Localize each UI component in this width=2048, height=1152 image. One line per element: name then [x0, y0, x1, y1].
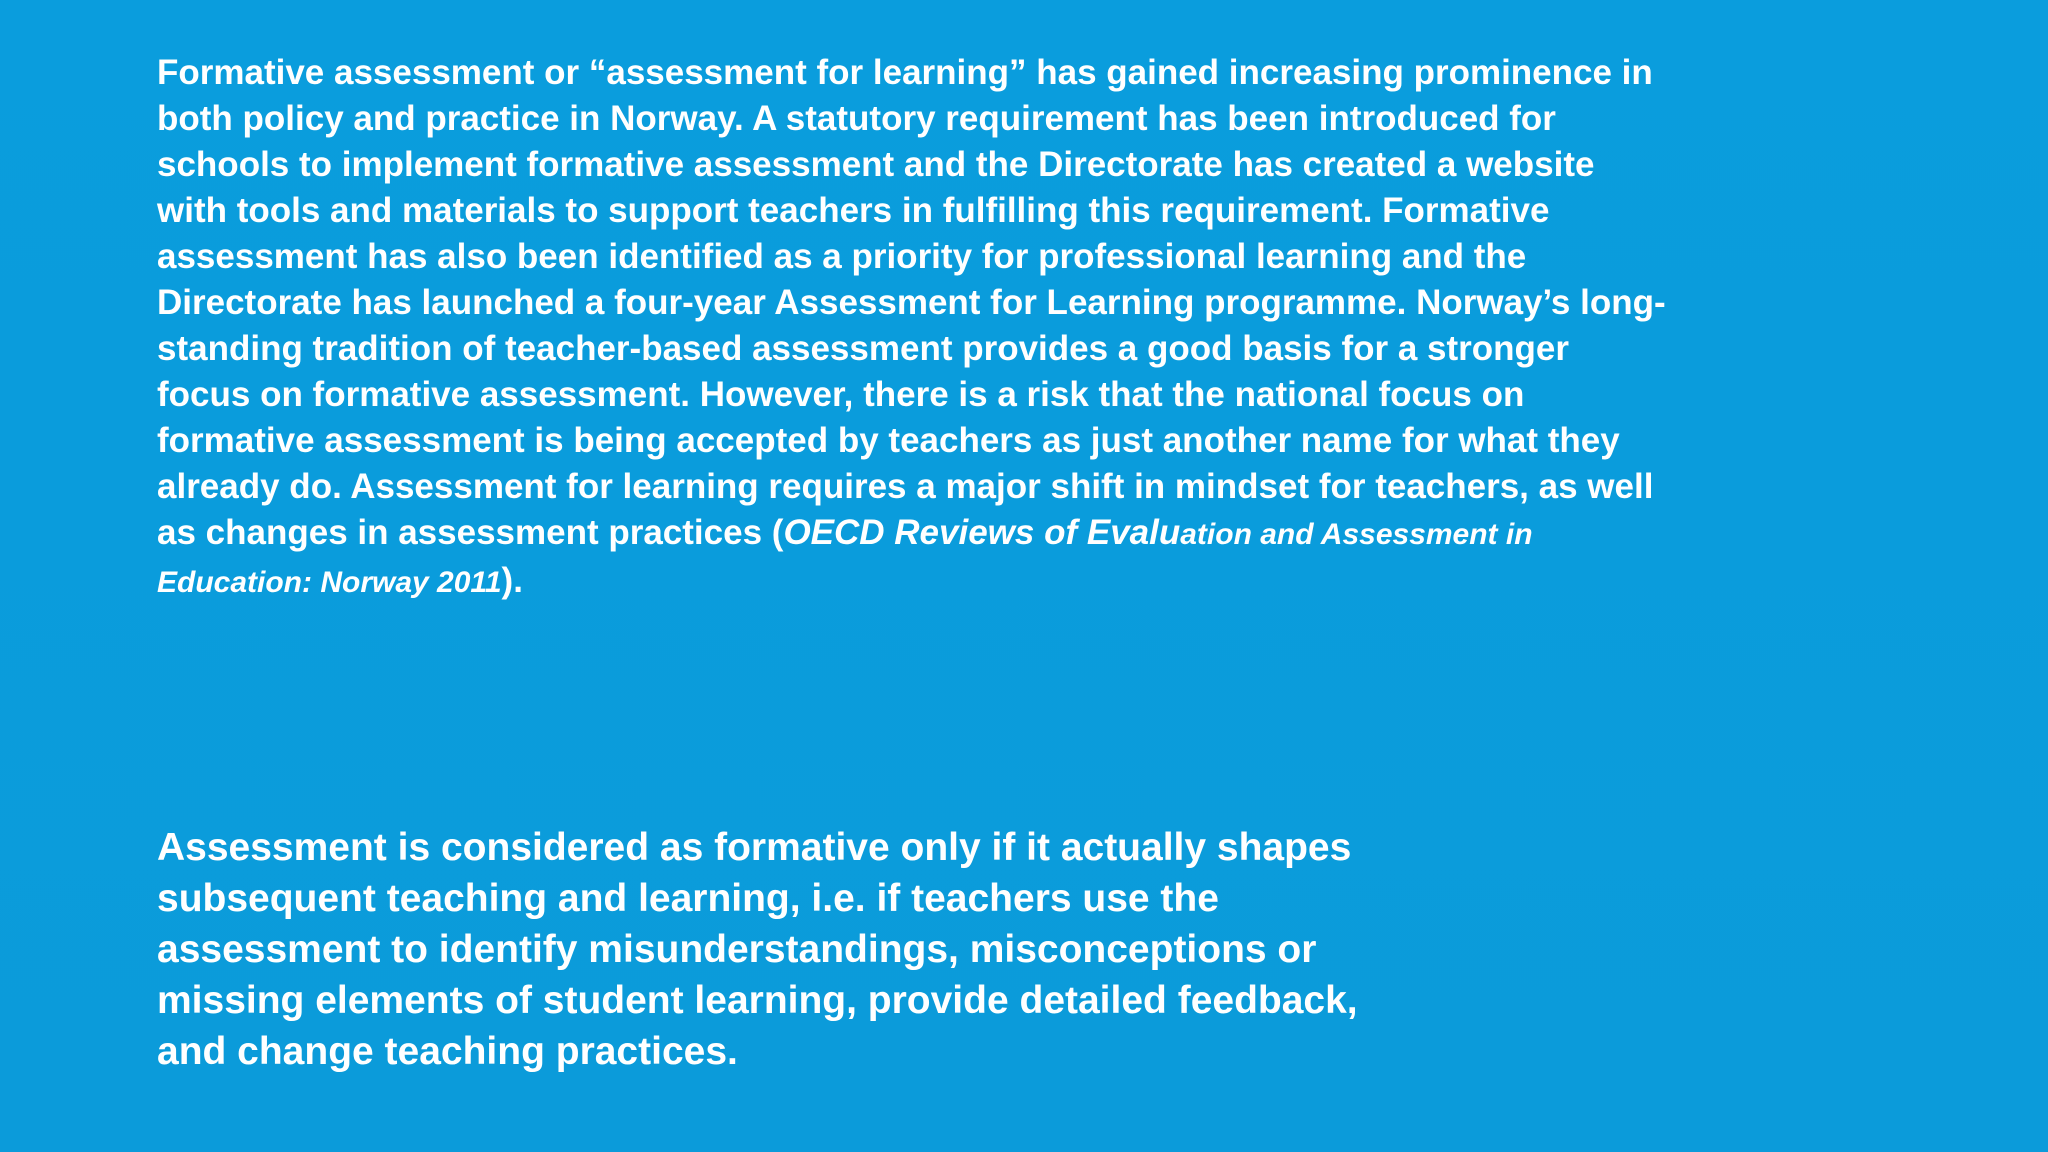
oecd-quote-paragraph	[157, 50, 1667, 606]
oecd-quote-body: Formative assessment or “assessment for learning” has gained increasing prominence in both policy and practice in Norway. A statutory requirement has been introduced for schools to implement formative assessment and the Directorate has created a website with tools and materials to support teachers in fulfilling this requirement. Formative assessment has also been identified as a priority for professional learning and the Directorate has launched a four-year Assessment for Learning programme. Norway’s long-standing tradition of teacher-based assessment provides a good basis for a stronger focus on formative assessment. However, there is a risk that the national focus on formative assessment is being accepted by teachers as just another name for what they already do. Assessment for learning requires a major shift in mindset for teachers, as well as changes in assessment practices (	[157, 53, 1666, 552]
citation-title-rest: ation and Assessment in Education: Norway 2011	[157, 518, 1533, 599]
citation-closing: ).	[501, 561, 523, 600]
citation-title: OECD Reviews of Evalu	[783, 513, 1181, 552]
formative-definition-paragraph: Assessment is considered as formative only if it actually shapes subsequent teaching and learning, i.e. if teachers use the assessment to identify misunderstandings, misconceptions or missing elements of student learning, provide detailed feedback, and change teaching practices.	[157, 826, 1358, 1073]
